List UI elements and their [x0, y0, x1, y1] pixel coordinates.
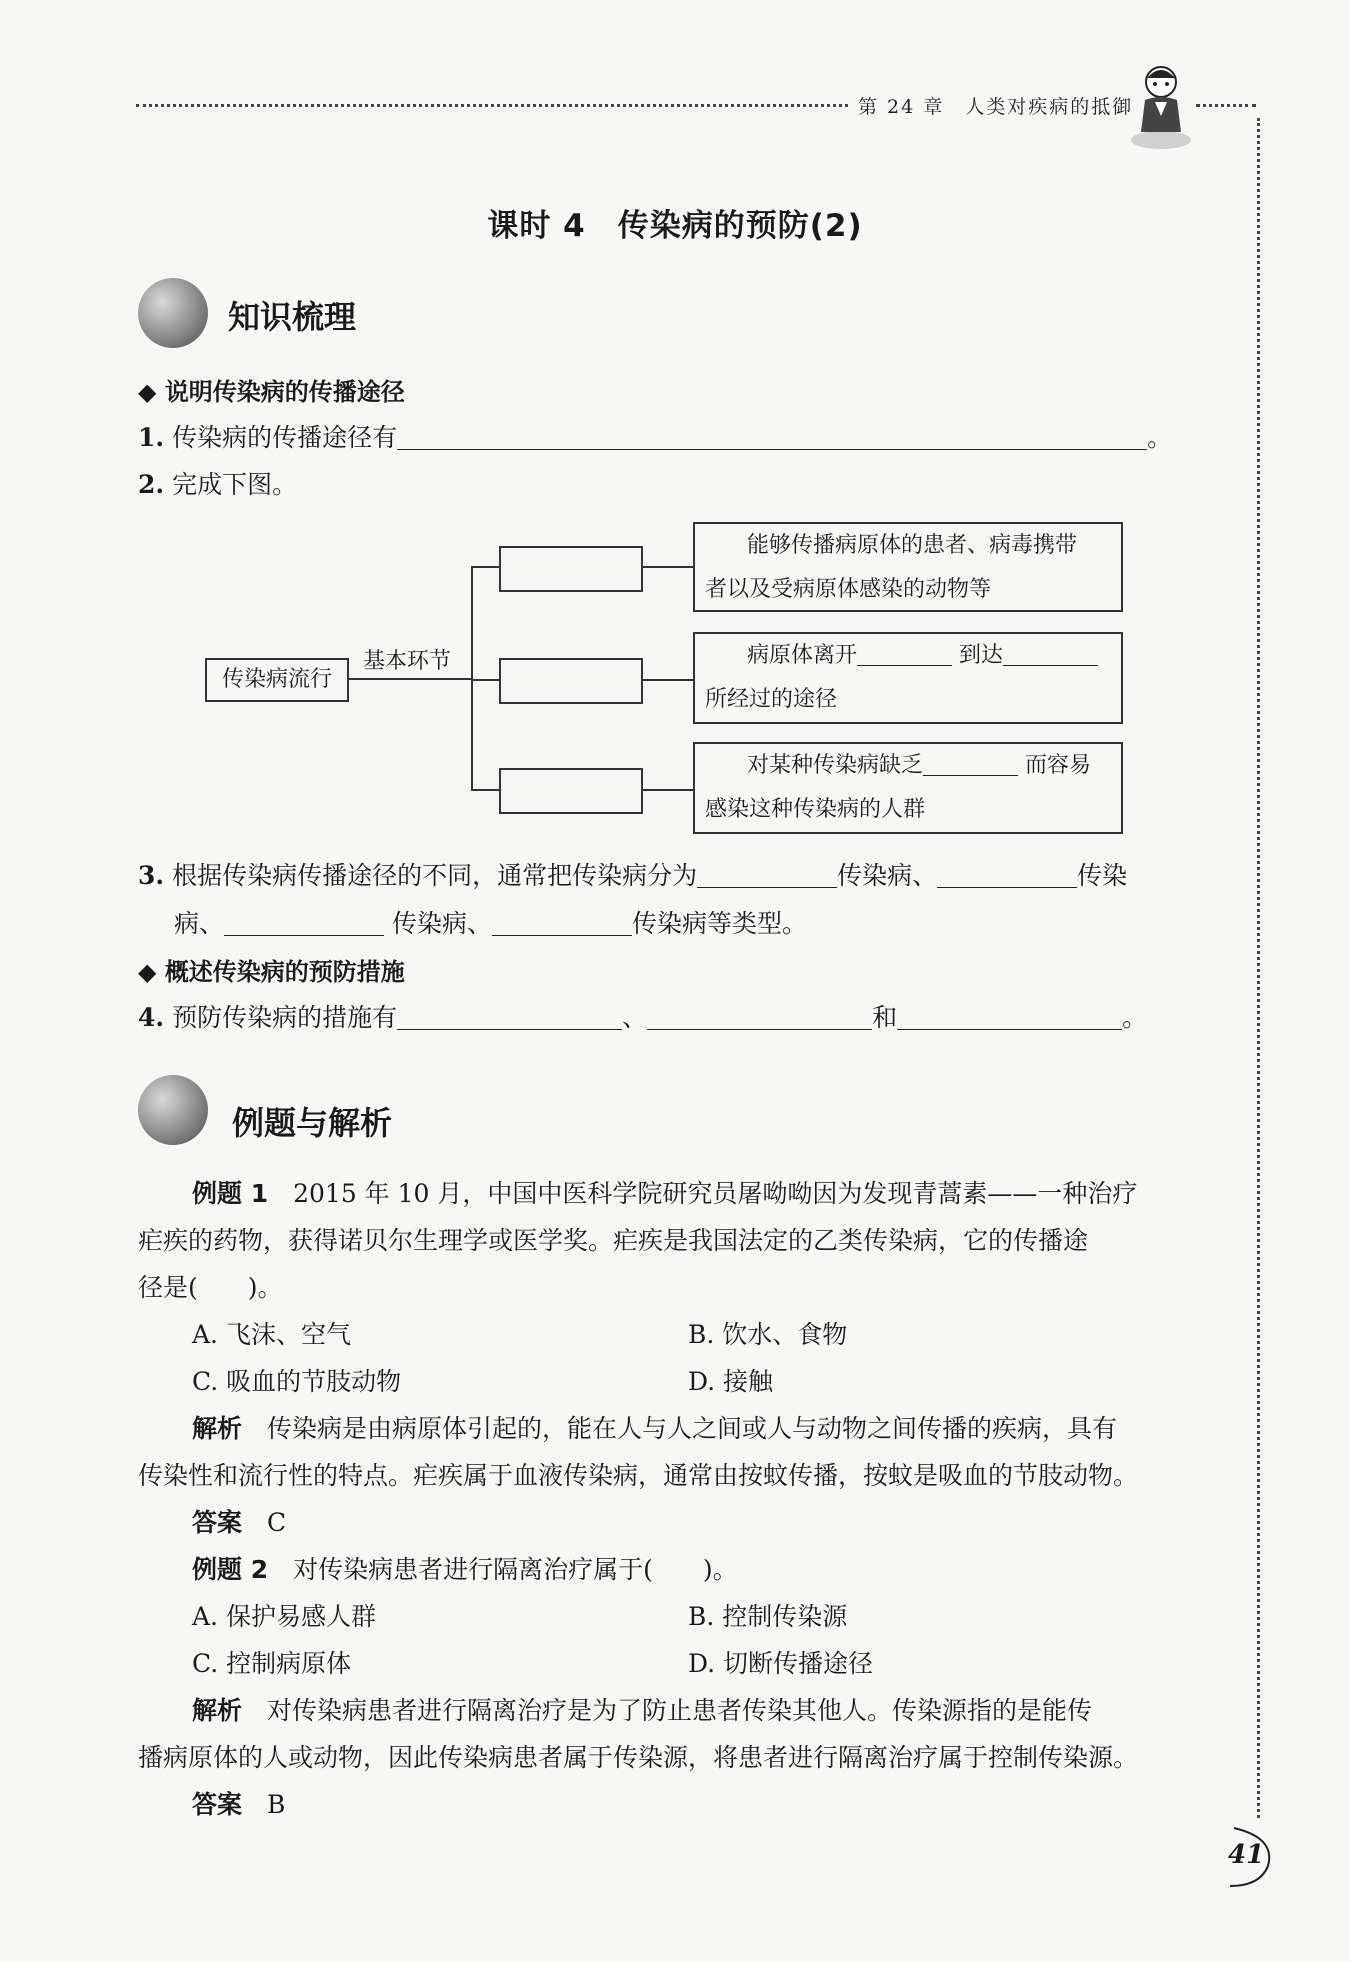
- diagram-branch-label: 基本环节: [363, 649, 452, 674]
- diagram-connector: [471, 679, 499, 681]
- diagram-connector: [471, 566, 499, 568]
- lesson-title: 课时 4 传染病的预防(2): [487, 208, 863, 244]
- page-number-area: [1190, 1822, 1280, 1892]
- diagram-blank-box-1[interactable]: [499, 546, 643, 592]
- question-2: 2. 完成下图。: [138, 470, 298, 499]
- diagram-desc-route: 病原体离开 到达 所经过的途径: [693, 632, 1123, 724]
- question-3-line-2: 病、 传染病、 传染病等类型。: [174, 909, 807, 938]
- question-4: 4. 预防传染病的措施有 、 和 。: [138, 1003, 1148, 1032]
- answer-blank[interactable]: [647, 1001, 872, 1030]
- option-b: B. 控制传染源: [688, 1602, 848, 1631]
- answer-blank[interactable]: [937, 859, 1077, 888]
- answer-blank[interactable]: [492, 907, 632, 936]
- answer-blank[interactable]: [397, 1001, 622, 1030]
- bullet-prevention: ◆ 概述传染病的预防措施: [138, 958, 405, 986]
- answer-1: 答案 C: [192, 1508, 287, 1537]
- option-a: A. 飞沫、空气: [192, 1320, 351, 1349]
- example-2: 例题 2 对传染病患者进行隔离治疗属于( )。: [192, 1555, 738, 1584]
- option-d: D. 切断传播途径: [688, 1649, 874, 1678]
- diagram-connector: [471, 789, 499, 791]
- chapter-title: 第 24 章 人类对疾病的抵御: [858, 96, 1134, 118]
- question-1: 1. 传染病的传播途径有 。: [138, 423, 1173, 452]
- answer-blank[interactable]: [857, 641, 952, 666]
- answer-blank[interactable]: [224, 907, 384, 936]
- analysis-2: 解析 对传染病患者进行隔离治疗是为了防止患者传染其他人。传染源指的是能传 播病原体的人或动物，因此传染病患者属于传染源，将患者进行隔离治疗属于控制传染源。: [138, 1696, 1139, 1772]
- header-rule: [136, 104, 848, 107]
- answer-blank[interactable]: [1003, 641, 1098, 666]
- bullet-transmission: ◆ 说明传染病的传播途径: [138, 378, 405, 406]
- question-3-line-1: 3. 根据传染病传播途径的不同，通常把传染病分为 传染病、 传染: [138, 861, 1128, 890]
- example-1: 例题 1 2015 年 10 月，中国中医科学院研究员屠呦呦因为发现青蒿素——一种治疗 疟疾的药物，获得诺贝尔生理学或医学奖。疟疾是我国法定的乙类传染病，它的传播途 径是( )。: [138, 1179, 1138, 1302]
- diagram-blank-box-2[interactable]: [499, 658, 643, 704]
- option-a: A. 保护易感人群: [192, 1602, 376, 1631]
- diagram-desc-susceptible: 对某种传染病缺乏 而容易 感染这种传染病的人群: [693, 742, 1123, 834]
- diagram-connector: [643, 679, 693, 681]
- page-number: 41: [1228, 1840, 1265, 1870]
- analysis-1: 解析 传染病是由病原体引起的，能在人与人之间或人与动物之间传播的疾病，具有 传染性和流行性的特点。疟疾属于血液传染病，通常由按蚊传播，按蚊是吸血的节肢动物。: [138, 1414, 1139, 1490]
- diamond-icon: ◆: [138, 958, 165, 986]
- option-c: C. 控制病原体: [192, 1649, 352, 1678]
- mascot-icon: [1125, 60, 1197, 152]
- section-title-examples: 例题与解析: [232, 1104, 393, 1142]
- section-title-knowledge: 知识梳理: [228, 298, 357, 336]
- globe-icon: [138, 1075, 208, 1145]
- diagram-connector: [643, 789, 693, 791]
- option-b: B. 饮水、食物: [688, 1320, 848, 1349]
- header-rule-right: [1196, 104, 1256, 107]
- diagram-connector: [643, 566, 693, 568]
- diagram-desc-source: 能够传播病原体的患者、病毒携带 者以及受病原体感染的动物等: [693, 522, 1123, 612]
- answer-blank[interactable]: [397, 421, 1147, 450]
- diagram-blank-box-3[interactable]: [499, 768, 643, 814]
- option-c: C. 吸血的节肢动物: [192, 1367, 402, 1396]
- answer-blank[interactable]: [923, 751, 1018, 776]
- side-rule: [1257, 118, 1260, 1818]
- globe-icon: [138, 278, 208, 348]
- answer-2: 答案 B: [192, 1790, 286, 1819]
- diagram-root-box: 传染病流行: [205, 658, 349, 702]
- answer-blank[interactable]: [697, 859, 837, 888]
- option-d: D. 接触: [688, 1367, 774, 1396]
- answer-blank[interactable]: [897, 1001, 1122, 1030]
- diamond-icon: ◆: [138, 378, 165, 406]
